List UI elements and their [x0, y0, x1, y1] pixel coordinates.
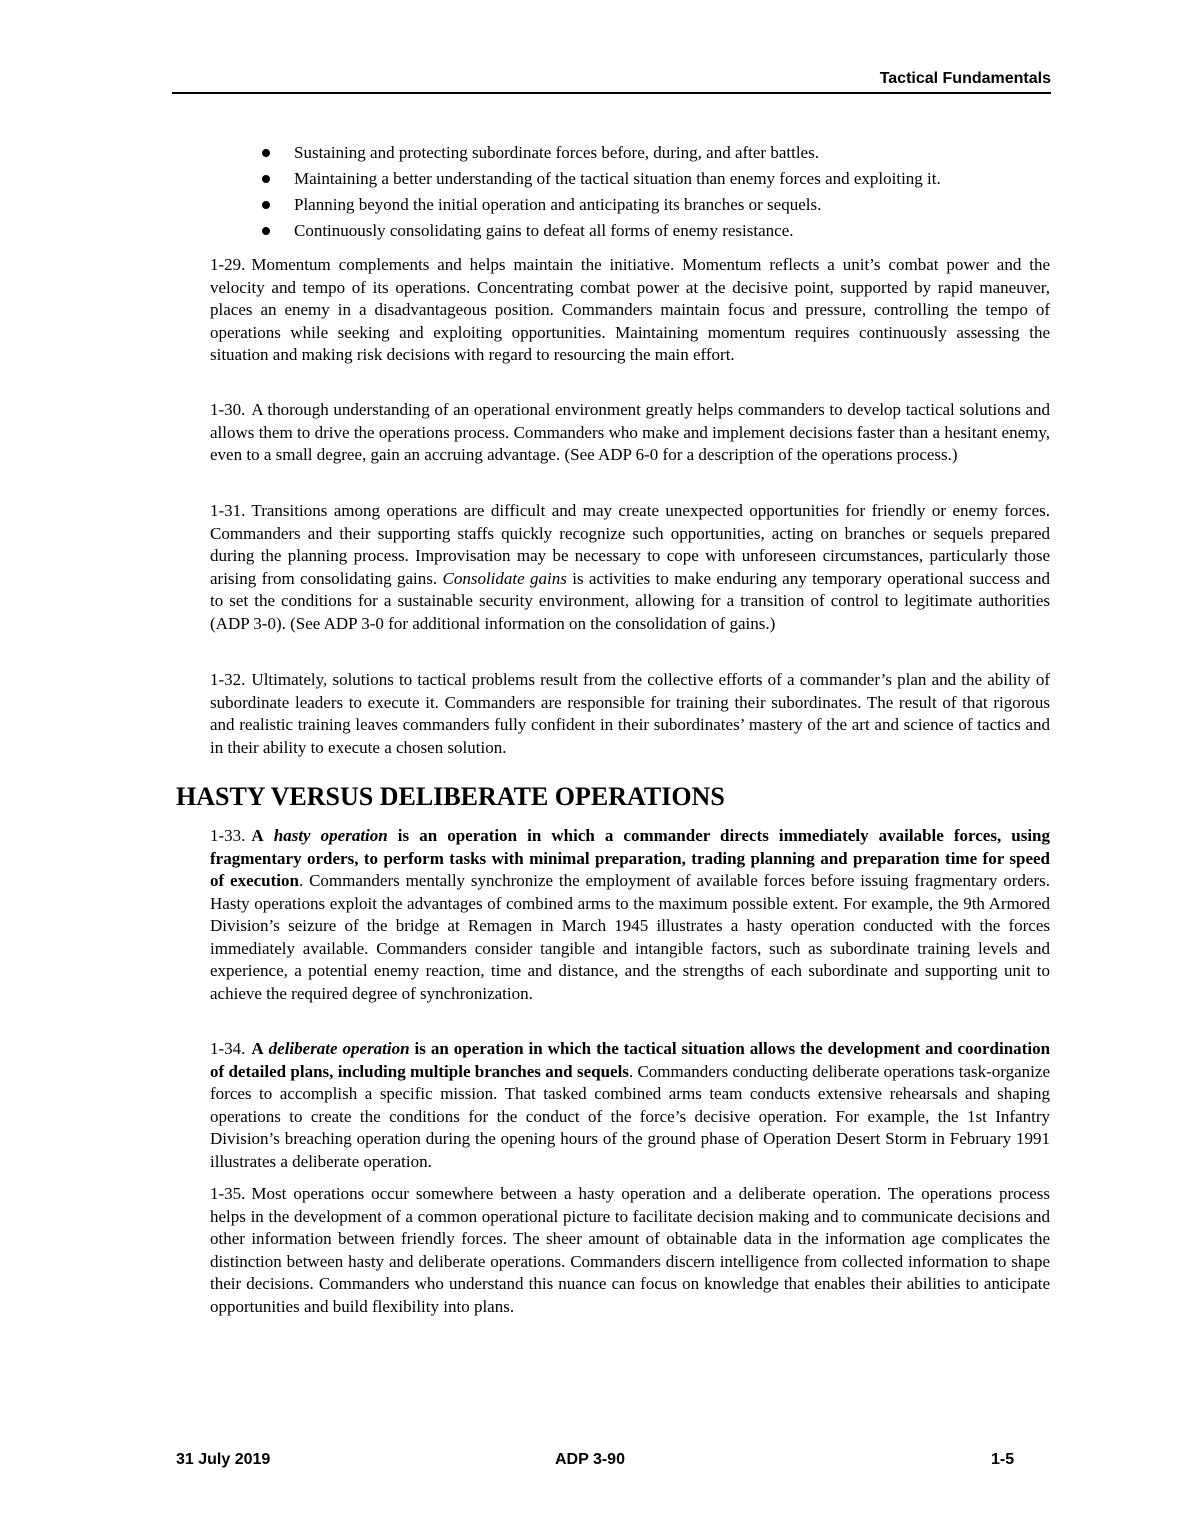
paragraph-text: A thorough understanding of an operational environment greatly helps commanders to develop tactical solutions and allows them to drive the operations process. Commanders who make and implement decisions faster than a hesitant enemy, even to a small degree, gain an accruing advantage. (See ADP 6-0 for a description of the operations process.) [210, 400, 1050, 464]
paragraph-1-35 [210, 1183, 1050, 1318]
defined-term: Consolidate gains [442, 568, 567, 588]
paragraph-number: 1-29. [210, 255, 246, 274]
paragraph-number: 1-31. [210, 501, 246, 520]
definition-text: A [251, 1039, 264, 1058]
definition-text: is an operation in which a commander directs immediately available forces, using fragmentary orders, to perform tasks with minimal preparation, trading planning and preparation time for speed of execution [210, 826, 1051, 890]
defined-term: deliberate operation [268, 1039, 410, 1058]
bullet-item [210, 192, 1050, 218]
paragraph-text: Momentum complements and helps maintain the initiative. Momentum reflects a unit’s combat power and the velocity and tempo of its operations. Concentrating combat power at the decisive point, supported by rapid maneuver, places an enemy in a disadvantageous position. Commanders maintain focus and pressure, controlling the tempo of operations while seeking and exploiting opportunities. Maintaining momentum requires continuously assessing the situation and making risk decisions with regard to resourcing the main effort. [210, 255, 1050, 364]
paragraph-text: Most operations occur somewhere between a hasty operation and a deliberate operation. The operations process helps in the development of a common operational picture to facilitate decision making and to communicate decisions and other information between friendly forces. The sheer amount of obtainable data in the information age complicates the distinction between hasty and deliberate operations. Commanders discern intelligence from collected information to shape their decisions. Commanders who understand this nuance can focus on knowledge that enables their abilities to anticipate opportunities and build flexibility into plans. [210, 1184, 1050, 1316]
definition-text: is an operation in which the tactical situation allows the development and coordination of detailed plans, including multiple branches and sequels [210, 1039, 1051, 1081]
footer-page-number: 1-5 [991, 1451, 1015, 1468]
paragraph-1-29 [210, 254, 1050, 367]
definition-text: A [251, 826, 264, 845]
paragraph-number: 1-32. [210, 670, 246, 689]
header-rule [172, 92, 1051, 94]
bullet-text: Sustaining and protecting subordinate forces before, during, and after battles. [294, 143, 819, 162]
bullet-text: Continuously consolidating gains to defeat all forms of enemy resistance. [294, 221, 794, 240]
paragraph-1-30 [210, 399, 1050, 467]
bullet-text: Planning beyond the initial operation and anticipating its branches or sequels. [294, 195, 822, 214]
footer-date: 31 July 2019 [176, 1451, 271, 1468]
bullet-item [210, 140, 1050, 166]
paragraph-text: Transitions among operations are difficult and may create unexpected opportunities for friendly or enemy forces. Commanders and their supporting staffs quickly recognize such opportunities, acting on branches or sequels prepared during the planning process. Improvisation may be necessary to cope with unforeseen circumstances, particularly those arising from consolidating gains. [210, 501, 1050, 588]
paragraph-text: . Commanders conducting deliberate operations task-organize forces to accomplish a specific mission. That tasked combined arms team conducts extensive rehearsals and shaping operations to create the conditions for the conduct of the force’s decisive operation. For example, the 1st Infantry Division’s breaching operation during the opening hours of the ground phase of Operation Desert Storm in February 1991 illustrates a deliberate operation. [210, 1061, 1050, 1171]
bullet-dot-icon [262, 201, 270, 209]
bullet-text: Maintaining a better understanding of the tactical situation than enemy forces and exploiting it. [294, 169, 941, 188]
bullet-list [210, 140, 1050, 244]
paragraph-text: Ultimately, solutions to tactical problems result from the collective efforts of a commander’s plan and the ability of subordinate leaders to execute it. Commanders are responsible for training their subordinates. The result of that rigorous and realistic training leaves commanders fully confident in their subordinates’ mastery of the art and science of tactics and in their ability to execute a chosen solution. [210, 670, 1050, 757]
paragraph-1-33 [210, 825, 1050, 1005]
paragraph-number: 1-35. [210, 1184, 246, 1203]
paragraph-number: 1-34. [210, 1039, 246, 1058]
paragraph-1-32 [210, 669, 1050, 759]
paragraph-number: 1-33. [210, 826, 246, 845]
defined-term: hasty operation [273, 826, 388, 845]
paragraph-1-34 [210, 1038, 1050, 1173]
bullet-item [210, 166, 1050, 192]
bullet-dot-icon [262, 149, 270, 157]
bullet-item [210, 218, 1050, 244]
bullet-dot-icon [262, 227, 270, 235]
section-heading: HASTY VERSUS DELIBERATE OPERATIONS [176, 782, 725, 811]
footer-publication: ADP 3-90 [555, 1451, 625, 1468]
paragraph-text: is activities to make enduring any temporary operational success and to set the conditions for a sustainable security environment, allowing for a transition of control to legitimate authorities (ADP 3-0). (See ADP 3-0 for additional information on the consolidation of gains.) [210, 568, 1050, 633]
running-head: Tactical Fundamentals [879, 70, 1051, 87]
paragraph-text: . Commanders mentally synchronize the employment of available forces before issuing fragmentary orders. Hasty operations exploit the advantages of combined arms to the maximum possible extent. For example, the 9th Armored Division’s seizure of the bridge at Remagen in March 1945 illustrates a hasty operation conducted with the forces immediately available. Commanders consider tangible and intangible factors, such as subordinate training levels and experience, a potential enemy reaction, time and distance, and the strengths of each subordinate and supporting unit to achieve the required degree of synchronization. [210, 871, 1050, 1003]
bullet-dot-icon [262, 175, 270, 183]
paragraph-number: 1-30. [210, 400, 246, 419]
paragraph-1-31 [210, 500, 1050, 635]
